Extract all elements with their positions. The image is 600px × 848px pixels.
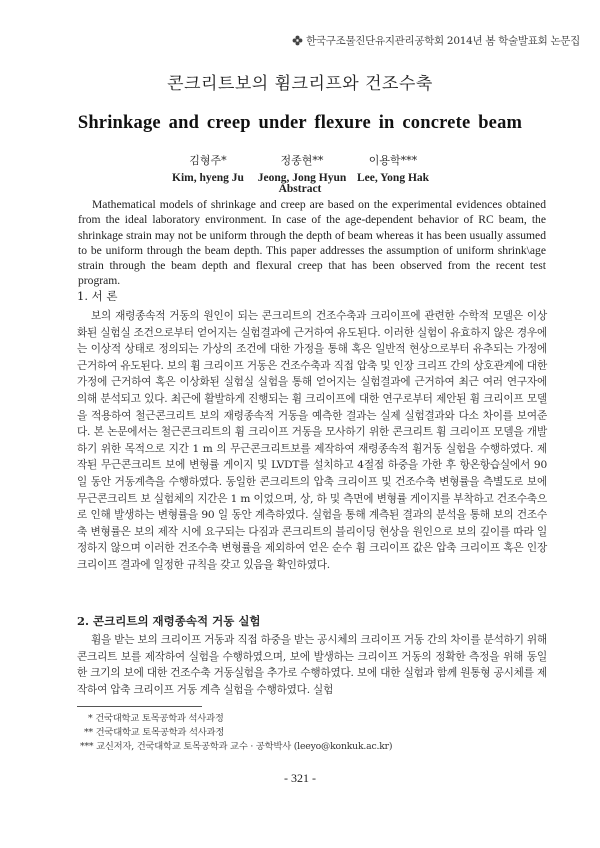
section-1-title: 1. 서 론 (77, 289, 118, 303)
author-3 (333, 154, 453, 186)
abstract-text: Mathematical models of shrinkage and creep are based on the experimental evidences obtained from the ideal laboratory environment. In case of the age-dependent behavior of RC beam, the shrinkage strain may not be uniform through the depth of beam whereas it has been usually assumed to be uniform through the beam depth. This paper addresses the assumption of uniform shrink\age strain through the beam depth and flexural creep that has been observed from the recent test program. (78, 198, 546, 288)
flower-bullet-icon (292, 35, 303, 46)
header-text: 한국구조물진단유지관리공학회 2014년 봄 학술발표회 논문집 (306, 35, 580, 47)
author-name-korean: 이용학*** (368, 154, 418, 167)
author-name-english: Kim, hyeng Ju (172, 172, 244, 184)
author-name-english: Jeong, Jong Hyun (257, 172, 347, 184)
section-1-body: 보의 재령종속적 거동의 원인이 되는 콘크리트의 건조수축과 크리이프에 관련한 수학적 모델은 이상화된 실험실 조건으로부터 얻어지는 실험결과에 근거하여 유도된다. 이러한 실험이 유효하지 않은 경우에는 이상적 상태로 정의되는 가상의 조건에 대한 가정을 통해 혹은 일반적 현상으로부터 유추되는 가정에 근거하여 유도된다. 보의 휨 크리이프 거동은 건조수축과 직접 압축 및 인장 크리프 간의 상호관계에 대한 가정에 근거하여 혹은 이상화된 실험실 실험을 통해 얻어지는 실험결과에 근거하여 최근 여러 연구자에 의해 분석되고 있다. 최근에 활발하게 진행되는 휨 크리이프에 대한 연구로부터 제안된 휨 크리이프 모델을 적용하여 철근콘크리트 보의 재령종속적 거동을 예측한 결과는 실제 실험결과와 다소 차이를 보여준다. 본 논문에서는 철근콘크리트의 휨 크리이프 거동을 모사하기 위한 콘크리트 휨 크리이프 모델을 개발하기 위한 목적으로 지간 1 m 의 무근콘크리트보를 제작하여 재령종속적 휨거동 실험을 수행하였다. 제작된 무근콘크리트 보에 변형률 게이지 및 LVDT를 설치하고 4절점 하중을 가한 후 항온항습실에서 90일 동안 거동계측을 수행하였다. 동일한 콘크리트의 압축 크리이프 및 건조수축 변형률을 측별도로 보에 무근콘크리트 보 실험체의 지간은 1 m 이었으며, 상, 하 및 측면에 변형률 게이지를 부착하고 건조수축으로 인해 발생하는 변형률을 90 일 동안 계측하였다. 실험을 통해 계측된 결과의 분석을 통해 보의 건조수축 변형률은 보의 제작 시에 요구되는 다짐과 콘크리트의 블리이딩 현상을 원인으로 보의 깊이를 따라 일정하지 않으며 이러한 건조수축 변형률을 제외하여 얻은 순수 휨 크리이프 값은 압축 크리이프 혹은 인장 크리이프 결과에 일정한 규칙을 갖고 있음을 확인하였다. (77, 310, 547, 571)
author-name-english: Lee, Yong Hak (356, 172, 430, 184)
footnote-2: ** 건국대학교 토목공학과 석사과정 (84, 727, 225, 738)
footnote-1: * 건국대학교 토목공학과 석사과정 (88, 713, 224, 724)
footnote-3: *** 교신저자, 건국대학교 토목공학과 교수 · 공학박사 (leeyo@konkuk.ac.kr) (80, 741, 393, 752)
english-title: Shrinkage and creep under flexure in concrete beam (77, 113, 523, 133)
author-name-korean: 김형주* (189, 154, 227, 167)
conference-header (292, 33, 580, 48)
section-2-title: 2. 콘크리트의 재령종속적 거동 실험 (77, 614, 261, 628)
page-number: - 321 - (284, 771, 316, 785)
korean-title: 콘크리트보의 휨크리프와 건조수축 (167, 74, 433, 94)
footnotes (80, 712, 392, 754)
abstract-heading: Abstract (278, 183, 322, 195)
footnote-divider (77, 706, 202, 707)
section-2-body: 휨을 받는 보의 크리이프 거동과 직접 하중을 받는 공시체의 크리이프 거동 간의 차이를 분석하기 위해 콘크리트 보를 제작하여 실험을 수행하였으며, 보에 발생하는 크리이프 거동의 정확한 측정을 위해 동일한 크기의 보에 대한 건조수축 거동실험을 추가로 수행하였다. 보에 대한 실험과 함께 원통형 공시체를 제작하여 압축 크리이프 거동 계측 실험을 수행하였다. 실험 (77, 634, 547, 696)
author-name-korean: 정종현** (280, 154, 324, 167)
